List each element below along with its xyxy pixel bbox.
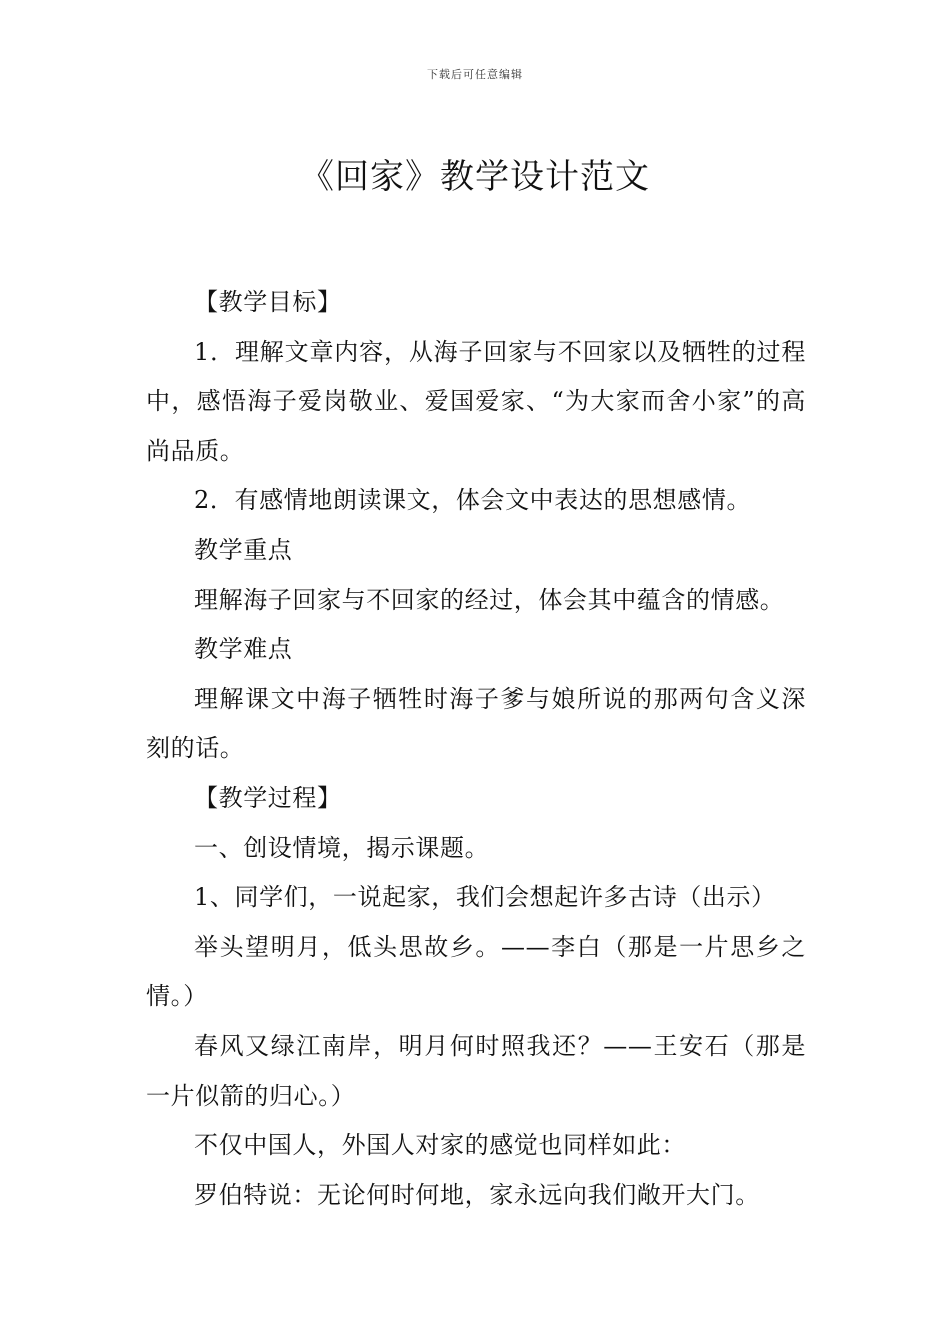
- difficulties-text: 理解课文中海子牺牲时海子爹与娘所说的那两句含义深刻的话。: [146, 684, 806, 763]
- subheading-key-points: 教学重点: [194, 535, 293, 564]
- section-heading-objectives: 【教学目标】: [194, 288, 342, 316]
- robert-quote: 罗伯特说：无论何时何地，家永远向我们敞开大门。: [194, 1180, 760, 1209]
- key-points-text: 理解海子回家与不回家的经过，体会其中蕴含的情感。: [194, 585, 785, 614]
- page-header-note: 下载后可任意编辑: [427, 68, 523, 81]
- poem-quote-wang-anshi: 春风又绿江南岸，明月何时照我还？——王安石（那是一片似箭的归心。）: [146, 1031, 806, 1110]
- poem-quote-li-bai: 举头望明月，低头思故乡。——李白（那是一片思乡之情。）: [146, 932, 806, 1011]
- process-step-1-heading: 一、创设情境，揭示课题。: [194, 833, 490, 862]
- objective-item-1: 1．理解文章内容，从海子回家与不回家以及牺牲的过程中，感悟海子爱岗敬业、爱国爱家、“为大家而舍小家”的高尚品质。: [146, 337, 806, 465]
- document-title: 《回家》教学设计范文: [300, 156, 650, 197]
- document-body: [146, 278, 806, 1220]
- section-heading-process: 【教学过程】: [194, 783, 342, 812]
- objective-item-2: 2．有感情地朗读课文，体会文中表达的思想感情。: [194, 486, 752, 515]
- process-step-1-intro: 1、同学们，一说起家，我们会想起许多古诗（出示）: [194, 883, 776, 912]
- subheading-difficulties: 教学难点: [194, 635, 293, 664]
- foreign-view-intro: 不仅中国人，外国人对家的感觉也同样如此：: [194, 1131, 686, 1160]
